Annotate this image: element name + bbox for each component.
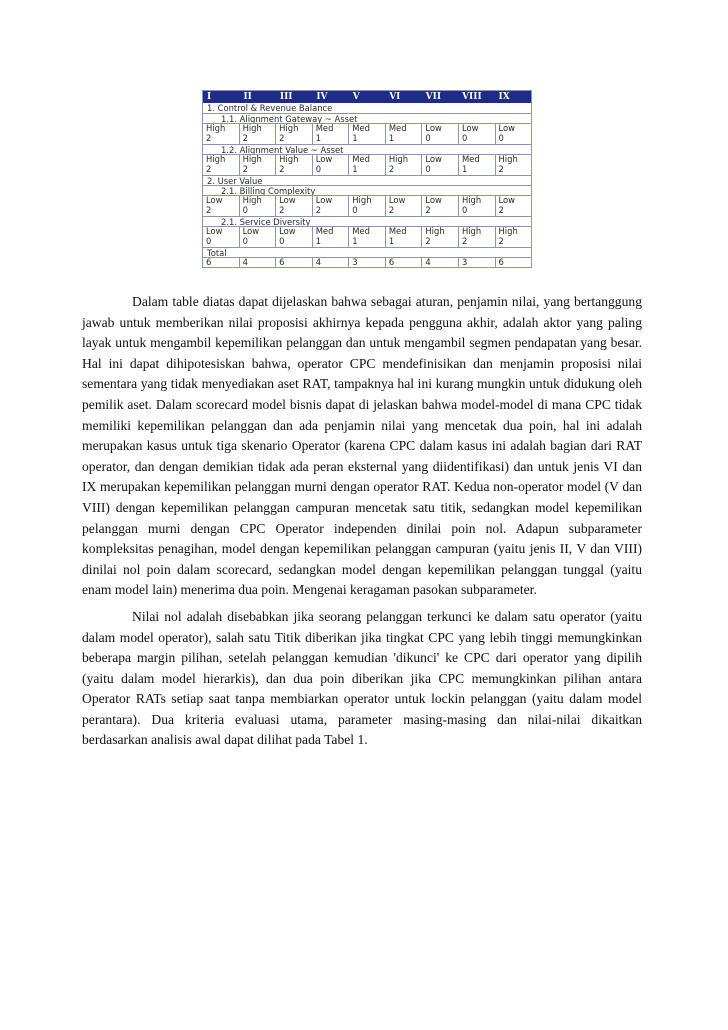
cell-score: 2 bbox=[206, 205, 212, 215]
subsection-label: 2.1. Service Diversity bbox=[203, 216, 531, 226]
cell-score: 4 bbox=[242, 257, 248, 267]
cell-score: 1 bbox=[352, 164, 358, 174]
cell-rating: Low bbox=[388, 196, 406, 206]
table-cell bbox=[495, 227, 532, 247]
cell-score: 2 bbox=[279, 205, 285, 215]
cell-rating: Low bbox=[279, 196, 296, 206]
table-cell bbox=[312, 258, 349, 268]
cell-score: 2 bbox=[242, 134, 248, 144]
cell-rating: Med bbox=[352, 155, 370, 165]
cell-rating: Low bbox=[242, 226, 260, 236]
table-cell bbox=[495, 155, 532, 175]
column-header: IX bbox=[498, 92, 510, 102]
cell-score: 4 bbox=[315, 257, 322, 267]
cell-score: 6 bbox=[279, 257, 285, 267]
table-cell bbox=[458, 258, 495, 268]
cell-score: 0 bbox=[498, 134, 504, 144]
section-label: 1. Control & Revenue Balance bbox=[207, 103, 333, 113]
cell-score: 6 bbox=[498, 257, 504, 267]
cell-rating: High bbox=[498, 226, 518, 236]
cell-score: 0 bbox=[425, 164, 431, 174]
cell-score: 2 bbox=[315, 205, 322, 215]
body-text bbox=[82, 292, 642, 757]
cell-rating: High bbox=[498, 155, 518, 165]
cell-rating: High bbox=[242, 196, 262, 206]
cell-rating: Low bbox=[498, 124, 515, 134]
table-cell bbox=[495, 258, 532, 268]
cell-score: 0 bbox=[461, 134, 468, 144]
cell-rating: Low bbox=[425, 196, 442, 206]
cell-score: 0 bbox=[461, 205, 468, 215]
cell-rating: High bbox=[461, 226, 482, 236]
table-cell bbox=[458, 196, 495, 216]
cell-score: 1 bbox=[352, 236, 358, 246]
cell-score: 0 bbox=[242, 236, 248, 246]
column-header: VI bbox=[389, 92, 401, 102]
column-header: VII bbox=[425, 92, 442, 102]
cell-rating: High bbox=[425, 226, 445, 236]
cell-rating: Low bbox=[206, 226, 223, 236]
table-cell bbox=[312, 124, 349, 144]
table-cell bbox=[385, 258, 422, 268]
cell-score: 1 bbox=[388, 134, 395, 144]
table-cell bbox=[203, 124, 239, 144]
total-label: Total bbox=[203, 247, 531, 257]
cell-score: 1 bbox=[315, 134, 322, 144]
table-cell bbox=[203, 155, 239, 175]
table-cell bbox=[203, 196, 239, 216]
table-cell bbox=[275, 124, 312, 144]
cell-rating: High bbox=[242, 124, 262, 134]
column-header: IV bbox=[316, 92, 328, 102]
cell-score: 2 bbox=[425, 205, 431, 215]
cell-score: 0 bbox=[242, 205, 248, 215]
table-cell bbox=[495, 124, 532, 144]
table-cell bbox=[239, 124, 276, 144]
cell-rating: Low bbox=[425, 155, 442, 165]
table-cell bbox=[421, 258, 458, 268]
table-row bbox=[203, 195, 531, 216]
table-cell bbox=[385, 227, 422, 247]
table-cell bbox=[495, 196, 532, 216]
cell-rating: Low bbox=[425, 124, 442, 134]
column-header: II bbox=[243, 92, 252, 102]
table-row bbox=[203, 123, 531, 144]
cell-rating: Low bbox=[315, 196, 333, 206]
paragraph: Dalam table diatas dapat dijelaskan bahwa sebagai aturan, penjamin nilai, yang bertanggung jawab untuk memberikan nilai proposisi akhirnya kepada pengguna akhir, adalah aktor yang paling layak untuk mengambil kepemilikan pelanggan dan untuk mengambil segmen pendapatan yang besar. Hal ini dapat dihipotesiskan bahwa, operator CPC mendefinisikan dan menjamin proposisi nilai sementara yang tidak menyediakan aset RAT, tampaknya hal ini kurang mungkin untuk didukung oleh pemilik aset. Dalam scorecard model bisnis dapat di jelaskan bahwa model-model di mana CPC tidak memiliki kepemilikan pelanggan dan ada penjamin nilai yang mencetak dua poin, hal ini adalah merupakan kasus untuk tiga skenario Operator (karena CPC dalam kasus ini adalah bagian dari RAT operator, dan dengan demikian tidak ada peran eksternal yang diidentifikasi) dan untuk jenis VI dan IX merupakan kepemilikan pelanggan murni dengan operator RAT. Kedua non-operator model (V dan VIII) dengan kepemilikan pelanggan campuran mencetak satu titik, sedangkan model kepemilikan pelanggan murni dengan CPC Operator independen dinilai poin nol. Adapun subparameter kompleksitas penagihan, model dengan kepemilikan pelanggan campuran (yaitu jenis II, V dan VIII) dinilai nol poin dalam scorecard, sedangkan model dengan kepemilikan pelanggan tunggal (yaitu enam model lain) menerima dua poin. Mengenai keragaman pasokan subparameter. bbox=[82, 294, 642, 598]
column-header: V bbox=[352, 92, 360, 102]
cell-rating: High bbox=[461, 196, 482, 206]
table-cell bbox=[312, 227, 349, 247]
cell-score: 6 bbox=[206, 257, 212, 267]
cell-rating: High bbox=[388, 155, 409, 165]
table-cell bbox=[312, 155, 349, 175]
table-cell bbox=[421, 196, 458, 216]
cell-rating: Low bbox=[461, 124, 479, 134]
cell-rating: High bbox=[206, 124, 226, 134]
table-cell bbox=[458, 155, 495, 175]
cell-rating: High bbox=[352, 196, 372, 206]
table-cell bbox=[348, 196, 385, 216]
table-cell bbox=[421, 155, 458, 175]
table-row bbox=[203, 226, 531, 247]
cell-rating: Low bbox=[315, 155, 333, 165]
cell-rating: Med bbox=[352, 226, 370, 236]
table-cell bbox=[348, 155, 385, 175]
cell-rating: Med bbox=[352, 124, 370, 134]
cell-score: 2 bbox=[461, 236, 468, 246]
cell-rating: High bbox=[242, 155, 262, 165]
cell-score: 2 bbox=[206, 164, 212, 174]
table-cell bbox=[385, 124, 422, 144]
cell-score: 4 bbox=[425, 257, 431, 267]
table-cell bbox=[348, 124, 385, 144]
table-cell bbox=[421, 227, 458, 247]
table-cell bbox=[458, 124, 495, 144]
table-cell bbox=[239, 155, 276, 175]
table-cell bbox=[458, 227, 495, 247]
total-row bbox=[203, 257, 531, 268]
column-header: VIII bbox=[462, 92, 482, 102]
cell-score: 0 bbox=[352, 205, 358, 215]
section-label: 2. User Value bbox=[203, 175, 531, 185]
cell-score: 3 bbox=[352, 257, 358, 267]
cell-rating: High bbox=[206, 155, 226, 165]
table-row bbox=[203, 154, 531, 175]
cell-rating: Med bbox=[388, 226, 407, 236]
cell-score: 2 bbox=[425, 236, 431, 246]
cell-score: 1 bbox=[315, 236, 322, 246]
cell-score: 2 bbox=[206, 134, 212, 144]
cell-rating: Low bbox=[206, 196, 223, 206]
table-cell bbox=[239, 196, 276, 216]
cell-rating: Low bbox=[498, 196, 515, 206]
cell-rating: Med bbox=[315, 124, 334, 134]
column-header: I bbox=[207, 92, 212, 102]
cell-rating: Med bbox=[461, 155, 480, 165]
cell-score: 2 bbox=[388, 205, 395, 215]
cell-score: 0 bbox=[206, 236, 212, 246]
subsection-label: 1.2. Alignment Value ~ Asset bbox=[203, 144, 531, 154]
cell-rating: Low bbox=[279, 226, 296, 236]
cell-rating: High bbox=[279, 124, 299, 134]
table-cell bbox=[203, 227, 239, 247]
cell-score: 2 bbox=[279, 164, 285, 174]
scorecard-table bbox=[202, 90, 532, 268]
table-cell bbox=[239, 258, 276, 268]
cell-score: 6 bbox=[388, 257, 395, 267]
cell-score: 0 bbox=[425, 134, 431, 144]
cell-rating: Med bbox=[315, 226, 334, 236]
cell-score: 2 bbox=[498, 205, 504, 215]
cell-score: 0 bbox=[279, 236, 285, 246]
cell-score: 2 bbox=[388, 164, 395, 174]
table-cell bbox=[275, 196, 312, 216]
cell-rating: High bbox=[279, 155, 299, 165]
table-cell bbox=[239, 227, 276, 247]
cell-score: 2 bbox=[279, 134, 285, 144]
cell-rating: Med bbox=[388, 124, 407, 134]
subsection-label: 2.1. Billing Complexity bbox=[203, 185, 531, 195]
cell-score: 0 bbox=[315, 164, 322, 174]
table-cell bbox=[275, 155, 312, 175]
cell-score: 2 bbox=[242, 164, 248, 174]
table-cell bbox=[348, 258, 385, 268]
table-cell bbox=[275, 227, 312, 247]
cell-score: 1 bbox=[388, 236, 395, 246]
subsection-label: 1.1. Alignment Gateway ~ Asset bbox=[203, 113, 531, 123]
table-cell bbox=[348, 227, 385, 247]
table-cell bbox=[385, 155, 422, 175]
paragraph: Nilai nol adalah disebabkan jika seorang pelanggan terkunci ke dalam satu operator (yaitu dalam model operator), salah satu Titik diberikan jika tingkat CPC yang lebih tinggi memungkinkan beberapa margin pilihan, setelah pelanggan kemudian 'dikunci' ke CPC dari operator yang dipilih (yaitu dalam model hierarkis), dan dua poin diberikan jika CPC memungkinkan pilihan antara Operator RATs setiap saat tanpa membiarkan operator untuk lockin pelanggan (yaitu dalam model perantara). Dua kriteria evaluasi utama, parameter masing-masing dan nilai-nilai dikaitkan berdasarkan analisis awal dapat dilihat pada Tabel 1. bbox=[82, 608, 642, 748]
cell-score: 3 bbox=[461, 257, 468, 267]
table-cell bbox=[312, 196, 349, 216]
table-cell bbox=[203, 258, 239, 268]
table-cell bbox=[421, 124, 458, 144]
table-cell bbox=[385, 196, 422, 216]
table-cell bbox=[275, 258, 312, 268]
cell-score: 2 bbox=[498, 236, 504, 246]
table-header-row bbox=[203, 91, 531, 103]
cell-score: 1 bbox=[461, 164, 468, 174]
cell-score: 1 bbox=[352, 134, 358, 144]
column-header: III bbox=[279, 92, 293, 102]
cell-score: 2 bbox=[498, 164, 504, 174]
